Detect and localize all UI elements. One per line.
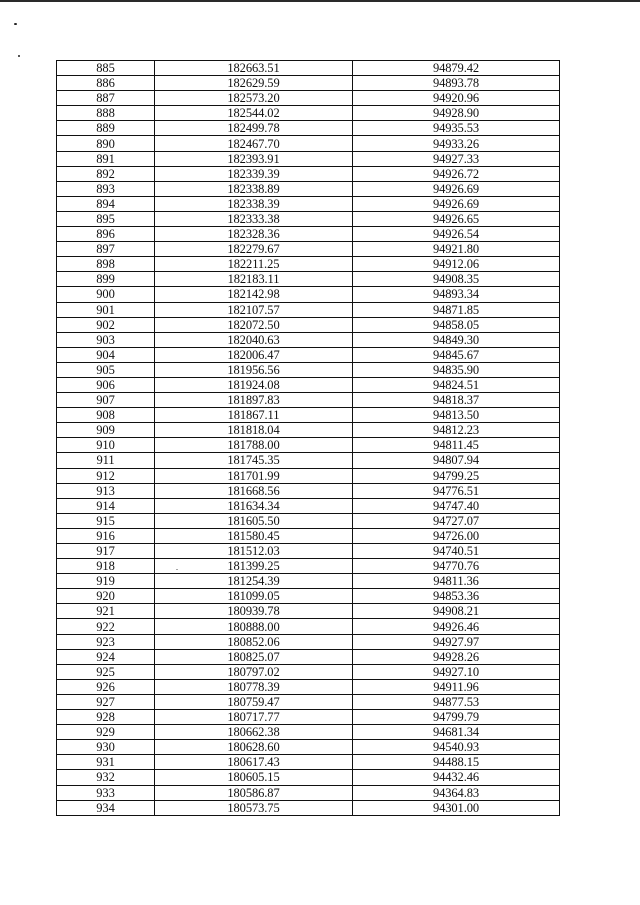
y-coordinate-cell: 94927.10	[353, 664, 560, 679]
point-number-cell: 928	[57, 710, 155, 725]
x-coordinate-cell: 182499.78	[155, 121, 353, 136]
table-row	[57, 785, 560, 800]
point-number-cell: 891	[57, 151, 155, 166]
y-coordinate-cell: 94813.50	[353, 408, 560, 423]
point-number-cell: 920	[57, 589, 155, 604]
x-coordinate-cell: 181512.03	[155, 544, 353, 559]
point-number-cell: 890	[57, 136, 155, 151]
x-coordinate-cell: 180759.47	[155, 694, 353, 709]
table-row	[57, 272, 560, 287]
point-number-cell: 926	[57, 679, 155, 694]
point-number-cell: 927	[57, 694, 155, 709]
x-coordinate-cell: 182072.50	[155, 317, 353, 332]
point-number-cell: 896	[57, 227, 155, 242]
table-row	[57, 287, 560, 302]
point-number-cell: 902	[57, 317, 155, 332]
y-coordinate-cell: 94921.80	[353, 242, 560, 257]
y-coordinate-cell: 94770.76	[353, 559, 560, 574]
table-row	[57, 408, 560, 423]
point-number-cell: 914	[57, 498, 155, 513]
table-row	[57, 151, 560, 166]
table-row	[57, 800, 560, 815]
y-coordinate-cell: 94928.26	[353, 649, 560, 664]
table-row	[57, 332, 560, 347]
point-number-cell: 904	[57, 347, 155, 362]
table-row	[57, 513, 560, 528]
y-coordinate-cell: 94681.34	[353, 725, 560, 740]
y-coordinate-cell: 94540.93	[353, 740, 560, 755]
x-coordinate-cell: 181701.99	[155, 468, 353, 483]
point-number-cell: 906	[57, 377, 155, 392]
table-row	[57, 242, 560, 257]
y-coordinate-cell: 94811.45	[353, 438, 560, 453]
table-row	[57, 694, 560, 709]
x-coordinate-cell: 181668.56	[155, 483, 353, 498]
y-coordinate-cell: 94928.90	[353, 106, 560, 121]
point-number-cell: 923	[57, 634, 155, 649]
x-coordinate-cell: 181788.00	[155, 438, 353, 453]
table-row	[57, 91, 560, 106]
table-row	[57, 211, 560, 226]
table-row	[57, 423, 560, 438]
x-coordinate-cell: 181605.50	[155, 513, 353, 528]
table-row	[57, 393, 560, 408]
y-coordinate-cell: 94858.05	[353, 317, 560, 332]
table-row	[57, 755, 560, 770]
y-coordinate-cell: 94879.42	[353, 61, 560, 76]
x-coordinate-cell: 180778.39	[155, 679, 353, 694]
point-number-cell: 910	[57, 438, 155, 453]
y-coordinate-cell: 94776.51	[353, 483, 560, 498]
table-row	[57, 61, 560, 76]
point-number-cell: 916	[57, 528, 155, 543]
x-coordinate-cell: 181254.39	[155, 574, 353, 589]
y-coordinate-cell: 94812.23	[353, 423, 560, 438]
x-coordinate-cell: 181818.04	[155, 423, 353, 438]
point-number-cell: 911	[57, 453, 155, 468]
x-coordinate-cell: 180586.87	[155, 785, 353, 800]
table-row	[57, 740, 560, 755]
table-row	[57, 347, 560, 362]
x-coordinate-cell: 182393.91	[155, 151, 353, 166]
table-row	[57, 196, 560, 211]
point-number-cell: 930	[57, 740, 155, 755]
x-coordinate-cell: 180852.06	[155, 634, 353, 649]
y-coordinate-cell: 94926.69	[353, 181, 560, 196]
y-coordinate-cell: 94920.96	[353, 91, 560, 106]
point-number-cell: 898	[57, 257, 155, 272]
x-coordinate-cell: 180717.77	[155, 710, 353, 725]
x-coordinate-cell: 181924.08	[155, 377, 353, 392]
table-row	[57, 664, 560, 679]
x-coordinate-cell: 181099.05	[155, 589, 353, 604]
point-number-cell: 933	[57, 785, 155, 800]
y-coordinate-cell: 94926.72	[353, 166, 560, 181]
point-number-cell: 888	[57, 106, 155, 121]
point-number-cell: 903	[57, 332, 155, 347]
x-coordinate-cell: 181634.34	[155, 498, 353, 513]
y-coordinate-cell: 94740.51	[353, 544, 560, 559]
coordinate-table	[56, 60, 560, 816]
table-row	[57, 227, 560, 242]
table-row	[57, 619, 560, 634]
y-coordinate-cell: 94853.36	[353, 589, 560, 604]
y-coordinate-cell: 94727.07	[353, 513, 560, 528]
point-number-cell: 912	[57, 468, 155, 483]
point-number-cell: 887	[57, 91, 155, 106]
x-coordinate-cell: 182328.36	[155, 227, 353, 242]
y-coordinate-cell: 94818.37	[353, 393, 560, 408]
y-coordinate-cell: 94432.46	[353, 770, 560, 785]
y-coordinate-cell: 94926.46	[353, 619, 560, 634]
y-coordinate-cell: 94912.06	[353, 257, 560, 272]
x-coordinate-cell: 180628.60	[155, 740, 353, 755]
point-number-cell: 897	[57, 242, 155, 257]
x-coordinate-cell: 182183.11	[155, 272, 353, 287]
point-number-cell: 899	[57, 272, 155, 287]
y-coordinate-cell: 94927.33	[353, 151, 560, 166]
x-coordinate-cell: 182107.57	[155, 302, 353, 317]
y-coordinate-cell: 94871.85	[353, 302, 560, 317]
table-row	[57, 438, 560, 453]
x-coordinate-cell: 180617.43	[155, 755, 353, 770]
table-row	[57, 589, 560, 604]
scan-speck	[14, 23, 17, 25]
point-number-cell: 885	[57, 61, 155, 76]
table-row	[57, 649, 560, 664]
y-coordinate-cell: 94933.26	[353, 136, 560, 151]
point-number-cell: 929	[57, 725, 155, 740]
table-row	[57, 528, 560, 543]
table-row	[57, 257, 560, 272]
x-coordinate-cell: 181897.83	[155, 393, 353, 408]
point-number-cell: 889	[57, 121, 155, 136]
y-coordinate-cell: 94799.25	[353, 468, 560, 483]
table-row	[57, 136, 560, 151]
y-coordinate-cell: 94926.54	[353, 227, 560, 242]
y-coordinate-cell: 94747.40	[353, 498, 560, 513]
x-coordinate-cell: 182663.51	[155, 61, 353, 76]
table-row	[57, 76, 560, 91]
x-coordinate-cell: 180825.07	[155, 649, 353, 664]
point-number-cell: 901	[57, 302, 155, 317]
scan-speck	[18, 55, 20, 57]
table-row	[57, 483, 560, 498]
point-number-cell: 922	[57, 619, 155, 634]
point-number-cell: 895	[57, 211, 155, 226]
x-coordinate-cell: 181867.11	[155, 408, 353, 423]
point-number-cell: 919	[57, 574, 155, 589]
x-coordinate-cell: 181956.56	[155, 362, 353, 377]
table-row	[57, 604, 560, 619]
point-number-cell: 931	[57, 755, 155, 770]
x-coordinate-cell: 182338.39	[155, 196, 353, 211]
point-number-cell: 924	[57, 649, 155, 664]
y-coordinate-cell: 94799.79	[353, 710, 560, 725]
y-coordinate-cell: 94364.83	[353, 785, 560, 800]
x-coordinate-cell: 180888.00	[155, 619, 353, 634]
y-coordinate-cell: 94845.67	[353, 347, 560, 362]
x-coordinate-cell: 182040.63	[155, 332, 353, 347]
x-coordinate-cell: 180662.38	[155, 725, 353, 740]
table-row	[57, 181, 560, 196]
x-coordinate-cell: 182339.39	[155, 166, 353, 181]
x-coordinate-cell: 182211.25	[155, 257, 353, 272]
y-coordinate-cell: 94849.30	[353, 332, 560, 347]
page-top-edge	[0, 0, 640, 2]
table-row	[57, 559, 560, 574]
table-row	[57, 679, 560, 694]
x-coordinate-cell: 182338.89	[155, 181, 353, 196]
x-coordinate-cell: 182573.20	[155, 91, 353, 106]
table-row	[57, 468, 560, 483]
x-coordinate-cell: 180573.75	[155, 800, 353, 815]
coordinate-table-body	[57, 61, 560, 816]
x-coordinate-cell: 180939.78	[155, 604, 353, 619]
y-coordinate-cell: 94926.65	[353, 211, 560, 226]
table-row	[57, 770, 560, 785]
point-number-cell: 893	[57, 181, 155, 196]
point-number-cell: 915	[57, 513, 155, 528]
x-coordinate-cell: 182333.38	[155, 211, 353, 226]
point-number-cell: 892	[57, 166, 155, 181]
y-coordinate-cell: 94726.00	[353, 528, 560, 543]
point-number-cell: 900	[57, 287, 155, 302]
table-row	[57, 710, 560, 725]
table-row	[57, 544, 560, 559]
y-coordinate-cell: 94488.15	[353, 755, 560, 770]
table-row	[57, 106, 560, 121]
x-coordinate-cell: 182142.98	[155, 287, 353, 302]
point-number-cell: 905	[57, 362, 155, 377]
y-coordinate-cell: 94893.78	[353, 76, 560, 91]
x-coordinate-cell: 180797.02	[155, 664, 353, 679]
y-coordinate-cell: 94807.94	[353, 453, 560, 468]
y-coordinate-cell: 94893.34	[353, 287, 560, 302]
table-row	[57, 498, 560, 513]
table-row	[57, 574, 560, 589]
x-coordinate-cell: 182279.67	[155, 242, 353, 257]
y-coordinate-cell: 94908.21	[353, 604, 560, 619]
point-number-cell: 918	[57, 559, 155, 574]
point-number-cell: 932	[57, 770, 155, 785]
y-coordinate-cell: 94911.96	[353, 679, 560, 694]
y-coordinate-cell: 94927.97	[353, 634, 560, 649]
y-coordinate-cell: 94824.51	[353, 377, 560, 392]
point-number-cell: 925	[57, 664, 155, 679]
y-coordinate-cell: 94301.00	[353, 800, 560, 815]
point-number-cell: 909	[57, 423, 155, 438]
x-coordinate-cell: 181580.45	[155, 528, 353, 543]
y-coordinate-cell: 94935.53	[353, 121, 560, 136]
point-number-cell: 907	[57, 393, 155, 408]
point-number-cell: 921	[57, 604, 155, 619]
point-number-cell: 894	[57, 196, 155, 211]
table-row	[57, 634, 560, 649]
table-row	[57, 302, 560, 317]
table-row	[57, 317, 560, 332]
y-coordinate-cell: 94908.35	[353, 272, 560, 287]
x-coordinate-cell: 182467.70	[155, 136, 353, 151]
table-row	[57, 377, 560, 392]
point-number-cell: 886	[57, 76, 155, 91]
x-coordinate-cell: 181745.35	[155, 453, 353, 468]
y-coordinate-cell: 94835.90	[353, 362, 560, 377]
point-number-cell: 934	[57, 800, 155, 815]
table-row	[57, 453, 560, 468]
point-number-cell: 917	[57, 544, 155, 559]
x-coordinate-cell: 182006.47	[155, 347, 353, 362]
x-coordinate-cell: 181399.25	[155, 559, 353, 574]
point-number-cell: 908	[57, 408, 155, 423]
x-coordinate-cell: 182544.02	[155, 106, 353, 121]
y-coordinate-cell: 94877.53	[353, 694, 560, 709]
y-coordinate-cell: 94811.36	[353, 574, 560, 589]
x-coordinate-cell: 180605.15	[155, 770, 353, 785]
table-row	[57, 166, 560, 181]
table-row	[57, 362, 560, 377]
point-number-cell: 913	[57, 483, 155, 498]
table-row	[57, 725, 560, 740]
x-coordinate-cell: 182629.59	[155, 76, 353, 91]
table-row	[57, 121, 560, 136]
y-coordinate-cell: 94926.69	[353, 196, 560, 211]
